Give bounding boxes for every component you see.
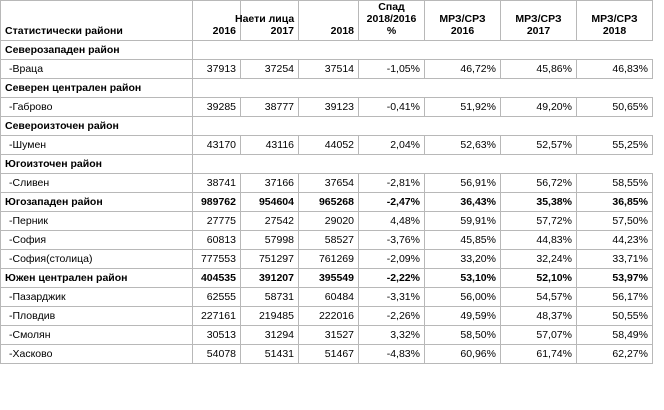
header-group-label: Наети лица [235, 13, 295, 25]
row-name: -Враца [1, 60, 193, 79]
table-row [1, 345, 653, 364]
region-header-row [1, 155, 653, 174]
row-name: Югоизточен район [1, 155, 193, 174]
cell-m2016: 59,91% [425, 212, 501, 231]
cell-m2018: 36,85% [577, 193, 653, 212]
cell-m2018: 50,65% [577, 98, 653, 117]
cell-m2018: 53,97% [577, 269, 653, 288]
cell-drop: 4,48% [359, 212, 425, 231]
empty-cell [577, 155, 653, 174]
cell-drop: 2,04% [359, 136, 425, 155]
row-name: Южен централен район [1, 269, 193, 288]
cell-m2017: 61,74% [501, 345, 577, 364]
cell-drop: -2,09% [359, 250, 425, 269]
header-row [1, 1, 653, 41]
cell-y2018: 58527 [299, 231, 359, 250]
cell-m2018: 33,71% [577, 250, 653, 269]
cell-y2016: 227161 [193, 307, 241, 326]
cell-m2017: 32,24% [501, 250, 577, 269]
row-name: -Хасково [1, 345, 193, 364]
table-row [1, 326, 653, 345]
empty-cell [501, 117, 577, 136]
cell-y2016: 60813 [193, 231, 241, 250]
cell-drop: -2,26% [359, 307, 425, 326]
cell-y2016: 39285 [193, 98, 241, 117]
empty-cell [193, 117, 241, 136]
cell-m2016: 60,96% [425, 345, 501, 364]
cell-m2016: 36,43% [425, 193, 501, 212]
cell-y2016: 38741 [193, 174, 241, 193]
cell-y2018: 37514 [299, 60, 359, 79]
cell-y2018: 29020 [299, 212, 359, 231]
row-name: Североизточен район [1, 117, 193, 136]
cell-y2018: 51467 [299, 345, 359, 364]
cell-m2018: 44,23% [577, 231, 653, 250]
cell-drop: -0,41% [359, 98, 425, 117]
cell-y2016: 62555 [193, 288, 241, 307]
header-2017 [235, 1, 299, 41]
cell-y2018: 761269 [299, 250, 359, 269]
cell-m2016: 51,92% [425, 98, 501, 117]
region-header-row [1, 79, 653, 98]
cell-m2016: 56,91% [425, 174, 501, 193]
cell-m2017: 48,37% [501, 307, 577, 326]
empty-cell [577, 117, 653, 136]
cell-y2016: 989762 [193, 193, 241, 212]
empty-cell [299, 117, 359, 136]
row-name: Северен централен район [1, 79, 193, 98]
table-row [1, 231, 653, 250]
empty-cell [193, 41, 241, 60]
cell-m2017: 52,10% [501, 269, 577, 288]
empty-cell [299, 41, 359, 60]
cell-y2017: 31294 [241, 326, 299, 345]
cell-m2016: 49,59% [425, 307, 501, 326]
table-body [1, 41, 653, 364]
cell-y2017: 51431 [241, 345, 299, 364]
cell-drop: -2,22% [359, 269, 425, 288]
cell-m2018: 55,25% [577, 136, 653, 155]
empty-cell [359, 117, 425, 136]
cell-y2017: 57998 [241, 231, 299, 250]
empty-cell [425, 155, 501, 174]
empty-cell [299, 79, 359, 98]
cell-m2016: 45,85% [425, 231, 501, 250]
cell-y2016: 777553 [193, 250, 241, 269]
row-name: -София [1, 231, 193, 250]
cell-m2017: 49,20% [501, 98, 577, 117]
cell-m2017: 44,83% [501, 231, 577, 250]
cell-y2017: 954604 [241, 193, 299, 212]
empty-cell [577, 79, 653, 98]
cell-m2018: 50,55% [577, 307, 653, 326]
header-mrz-2017: МРЗ/СРЗ 2017 [501, 1, 577, 41]
empty-cell [241, 79, 299, 98]
cell-m2016: 53,10% [425, 269, 501, 288]
cell-m2017: 45,86% [501, 60, 577, 79]
cell-drop: 3,32% [359, 326, 425, 345]
empty-cell [193, 155, 241, 174]
cell-m2018: 46,83% [577, 60, 653, 79]
empty-cell [501, 155, 577, 174]
empty-cell [241, 155, 299, 174]
cell-y2016: 30513 [193, 326, 241, 345]
cell-m2018: 62,27% [577, 345, 653, 364]
cell-m2016: 46,72% [425, 60, 501, 79]
empty-cell [501, 41, 577, 60]
cell-y2017: 38777 [241, 98, 299, 117]
cell-drop: -4,83% [359, 345, 425, 364]
cell-drop: -3,76% [359, 231, 425, 250]
cell-y2017: 219485 [241, 307, 299, 326]
table-row [1, 193, 653, 212]
cell-m2018: 58,49% [577, 326, 653, 345]
cell-y2017: 37166 [241, 174, 299, 193]
cell-y2018: 60484 [299, 288, 359, 307]
cell-m2016: 58,50% [425, 326, 501, 345]
cell-m2016: 52,63% [425, 136, 501, 155]
cell-m2018: 57,50% [577, 212, 653, 231]
cell-m2017: 57,07% [501, 326, 577, 345]
empty-cell [501, 79, 577, 98]
row-name: -Шумен [1, 136, 193, 155]
empty-cell [425, 117, 501, 136]
row-name: Северозападен район [1, 41, 193, 60]
header-drop: Спад 2018/2016 % [359, 1, 425, 41]
cell-y2018: 222016 [299, 307, 359, 326]
row-name: -Пазарджик [1, 288, 193, 307]
region-header-row [1, 117, 653, 136]
row-name: -Габрово [1, 98, 193, 117]
cell-m2018: 58,55% [577, 174, 653, 193]
cell-y2017: 751297 [241, 250, 299, 269]
empty-cell [425, 79, 501, 98]
cell-y2017: 43116 [241, 136, 299, 155]
cell-y2016: 43170 [193, 136, 241, 155]
empty-cell [299, 155, 359, 174]
cell-y2016: 37913 [193, 60, 241, 79]
empty-cell [359, 41, 425, 60]
cell-m2016: 33,20% [425, 250, 501, 269]
cell-m2017: 56,72% [501, 174, 577, 193]
cell-y2018: 44052 [299, 136, 359, 155]
header-2018: 2018 [299, 1, 359, 41]
cell-y2017: 58731 [241, 288, 299, 307]
table-row [1, 250, 653, 269]
cell-y2016: 27775 [193, 212, 241, 231]
empty-cell [425, 41, 501, 60]
header-mrz-2016: МРЗ/СРЗ 2016 [425, 1, 501, 41]
row-name: -София(столица) [1, 250, 193, 269]
row-name: -Перник [1, 212, 193, 231]
cell-y2018: 965268 [299, 193, 359, 212]
table-row [1, 269, 653, 288]
cell-y2018: 37654 [299, 174, 359, 193]
empty-cell [193, 79, 241, 98]
cell-m2016: 56,00% [425, 288, 501, 307]
row-name: -Пловдив [1, 307, 193, 326]
cell-drop: -1,05% [359, 60, 425, 79]
empty-cell [359, 79, 425, 98]
cell-y2016: 404535 [193, 269, 241, 288]
row-name: -Смолян [1, 326, 193, 345]
empty-cell [241, 41, 299, 60]
header-mrz-2018: МРЗ/СРЗ 2018 [577, 1, 653, 41]
cell-y2017: 27542 [241, 212, 299, 231]
cell-m2017: 52,57% [501, 136, 577, 155]
table-row [1, 136, 653, 155]
cell-m2017: 57,72% [501, 212, 577, 231]
row-name: -Сливен [1, 174, 193, 193]
cell-drop: -3,31% [359, 288, 425, 307]
cell-m2017: 54,57% [501, 288, 577, 307]
empty-cell [359, 155, 425, 174]
empty-cell [577, 41, 653, 60]
table-row [1, 288, 653, 307]
table-row [1, 307, 653, 326]
cell-m2017: 35,38% [501, 193, 577, 212]
row-name: Югозападен район [1, 193, 193, 212]
cell-m2018: 56,17% [577, 288, 653, 307]
cell-y2017: 391207 [241, 269, 299, 288]
cell-y2017: 37254 [241, 60, 299, 79]
region-header-row [1, 41, 653, 60]
cell-y2018: 395549 [299, 269, 359, 288]
cell-y2016: 54078 [193, 345, 241, 364]
cell-drop: -2,81% [359, 174, 425, 193]
header-2017-label: 2017 [270, 25, 294, 37]
cell-y2018: 31527 [299, 326, 359, 345]
table-row [1, 60, 653, 79]
table-row [1, 98, 653, 117]
cell-y2018: 39123 [299, 98, 359, 117]
cell-drop: -2,47% [359, 193, 425, 212]
header-2016: 2016 [193, 1, 241, 41]
table-row [1, 174, 653, 193]
table-row [1, 212, 653, 231]
header-region: Статистически райони [1, 1, 193, 41]
empty-cell [241, 117, 299, 136]
